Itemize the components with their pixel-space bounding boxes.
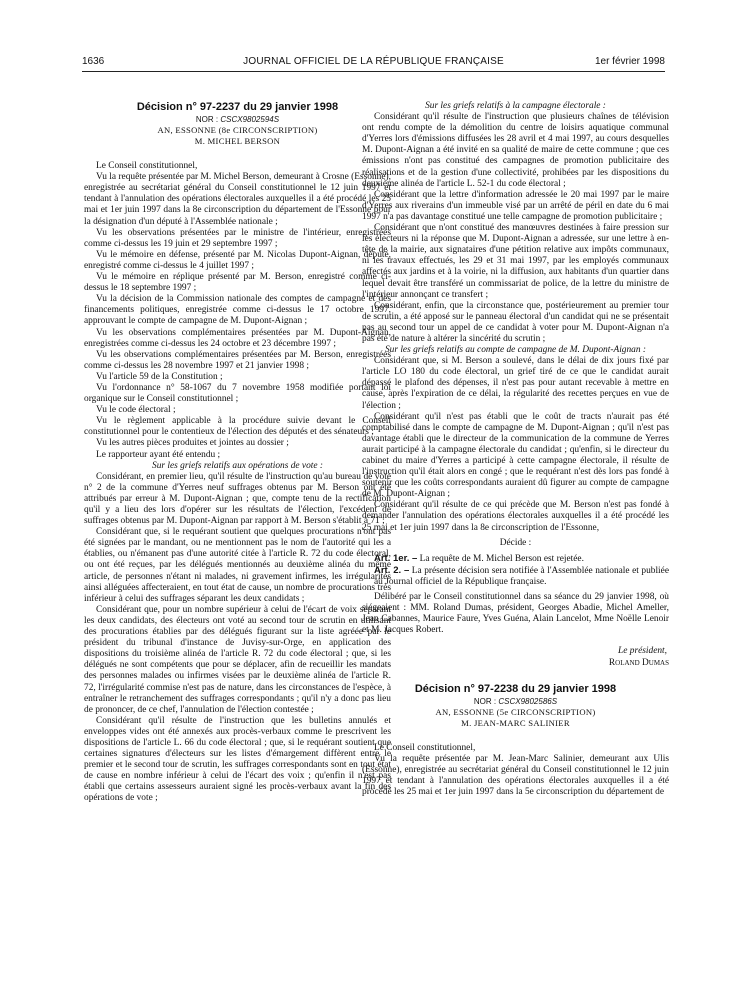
nor-code: CSCX9802594S: [220, 115, 280, 124]
nor-label: NOR :: [195, 115, 221, 124]
issue-date: 1er février 1998: [594, 56, 665, 67]
visas-list: [84, 161, 391, 461]
nor-label-2: NOR :: [473, 696, 499, 706]
paragraph: Considérant que la lettre d'information adressée le 20 mai 1997 par le maire d'Yerres aux riverains d'un immeuble visé par un arrêté de péril en date du 6 mai 1997 n'a pas davantage constitué une telle campagne de promotion publicitaire ;: [362, 189, 669, 222]
nor-reference-2: [362, 696, 669, 707]
left-column: [84, 101, 391, 805]
paragraph: Vu le mémoire en défense, présenté par M. Nicolas Dupont-Aignan, député, enregistré comme ci-dessus le 4 juillet 1997 ;: [84, 249, 391, 271]
article-1-text: La requête de M. Michel Berson est rejetée.: [417, 553, 584, 564]
section-heading-votes: Sur les griefs relatifs aux opérations de vote :: [152, 460, 323, 471]
paragraph: Considérant qu'il résulte de l'instruction que les bulletins annulés et enveloppes vides ont été annexés aux procès-verbaux comme le prescrivent les dispositions de l'article L. 66 du code électoral ; que, si le requérant soutient que certaines signatures d'électeurs sur les listes d'émargement diffèrent entre le premier et le second tour de scrutin, les suffrages correspondants sont en tout état de cause en nombre inférieur à celui de l'écart des voix ; qu'enfin il n'est pas établi que certains assesseurs auraient signé les procès-verbaux avant la fin des opérations de vote ;: [84, 715, 391, 804]
article-1: [362, 553, 669, 565]
page-header: [82, 56, 665, 70]
circonscription-2: AN, ESSONNE (5e CIRCONSCRIPTION): [435, 706, 596, 717]
paragraph: Considérant que, pour un nombre supérieur à celui de l'écart de voix séparant les deux candidats, des électeurs ont voté au second tour de scrutin en utilisant des procurations établies par des délégués figurant sur la liste agréée par le président du tribunal d'instance de Juvisy-sur-Orge, en application des dispositions du troisième alinéa de l'article R. 72 du code électoral ; que, si les délégués ne sont compétents que pour se déplacer, afin de recueillir les mandats des personnes malades ou infirmes visées par le deuxième alinéa de l'article R. 72, l'irrégularité commise n'est pas de nature, dans les circonstances de l'espèce, à entraîner le retranchement des suffrages correspondants ; qu'il n'y a donc pas lieu de prononcer, de ce chef, l'annulation de l'élection contestée ;: [84, 604, 391, 715]
page-number: 1636: [82, 56, 105, 67]
paragraph: Vu la requête présentée par M. Jean-Marc Salinier, demeurant aux Ulis (Essonne), enregistrée au secrétariat général du Conseil constitutionnel le 12 juin 1997 et tendant à l'annulation des opérations électorales auxquelles il a été procédé les 25 mai et 1er juin 1997 dans la 5e circonscription du département de: [362, 753, 669, 798]
paragraph: Considérant que, si M. Berson a soulevé, dans le délai de dix jours fixé par l'article LO 180 du code électoral, un grief tiré de ce que le candidat aurait dépassé le plafond des dépenses, il n'est pas pour autant recevable à mettre en cause, après l'expiration de ce délai, la régularité des recettes perçues en vue de l'élection ;: [362, 356, 669, 411]
paragraph: Vu la requête présentée par M. Michel Berson, demeurant à Crosne (Essonne), enregistrée au secrétariat général du Conseil constitutionnel le 12 juin 1997 et tendant à l'annulation des opérations électorales auxquelles il a été procédé les 25 mai et 1er juin 1997 dans la 8e circonscription du département de l'Essonne pour la désignation d'un député à l'Assemblée nationale ;: [84, 172, 391, 227]
paragraph: Considérant qu'il résulte de l'instruction que plusieurs chaînes de télévision ont rendu compte de la démolition du centre de loisirs aquatique communal d'Yerres lors d'émissions diffusées les 28 avril et 4 mai 1997, au cours desquelles M. Dupont-Aignan a été invité en sa qualité de maire de cette commune ; que ces émissions n'ont pas constitué des campagnes de promotion publicitaire des réalisations et de la gestion d'une collectivité, prohibées par les dispositions du deuxième alinéa de l'article L. 52-1 du code électoral ;: [362, 112, 669, 189]
paragraph: Vu les observations complémentaires présentées par M. Berson, enregistrées comme ci-dessus les 28 novembre 1997 et 21 janvier 1998 ;: [84, 349, 391, 371]
circonscription: AN, ESSONNE (8e CIRCONSCRIPTION): [157, 125, 318, 136]
candidate-name-2: M. JEAN-MARC SALINIER: [461, 717, 570, 728]
article-2-text: La présente décision sera notifiée à l'Assemblée nationale et publiée au Journal officiel de la République française.: [374, 565, 669, 587]
paragraph: Vu l'article 59 de la Constitution ;: [96, 371, 223, 382]
section-heading-compte: Sur les griefs relatifs au compte de campagne de M. Dupont-Aignan :: [384, 345, 647, 356]
paragraph: Considérant, en premier lieu, qu'il résulte de l'instruction qu'au bureau de vote n° 2 de la commune d'Yerres neuf suffrages obtenus par M. Berson ont été attribués par erreur à M. Dupont-Aignan ; que, compte tenu de la rectification qu'il y a lieu des lors d'opérer sur les résultats de l'élection, l'excédent de suffrages obtenus par M. Dupont-Aignan par rapport à M. Berson s'établit à 71 ;: [84, 471, 391, 527]
paragraph: Vu le règlement applicable à la procédure suivie devant le Conseil constitutionnel pour le contentieux de l'élection des députés et des sénateurs ;: [84, 416, 391, 438]
paragraph: Le Conseil constitutionnel,: [374, 742, 476, 753]
journal-title: JOURNAL OFFICIEL DE LA RÉPUBLIQUE FRANÇAISE: [243, 56, 504, 67]
paragraph: Vu les observations présentées par le ministre de l'intérieur, enregistrées comme ci-dessus les 19 juin et 29 septembre 1997 ;: [84, 227, 391, 249]
paragraph: Considérant que, si le requérant soutient que quelques procurations n'ont pas été signées par le mandant, ou ne mentionnent pas le nom de l'autorité qui les a établies, ou n'émanent pas d'une autorité citée à l'article R. 72 du code électoral, ou ont été reçues, par les délégués mentionnés au deuxième alinéa du même article, de personnes n'étant ni malades, ni gravement infirmes, les irrégularités ainsi alléguées affecteraient, en tout état de cause, un nombre de procurations très inférieur à celui des suffrages séparant les deux candidats ;: [84, 527, 391, 604]
paragraph: Vu les observations complémentaires présentées par M. Dupont-Aignan, enregistrées comme ci-dessus les 24 octobre et 23 décembre 1997 ;: [84, 327, 391, 349]
paragraph: Considérant que n'ont constitué des manœuvres destinées à faire pression sur les électeurs ni la réponse que M. Dupont-Aignan a adressée, sur une lettre à en-tête de la mairie, aux signataires d'une pétition relative aux impôts communaux, ni les travaux effectués, les 29 et 31 mai 1997, par les employés communaux affectés aux jardins et à la voirie, ni la diffusion, aux habitants d'un quartier dans lequel devait être transféré un commissariat de police, de la lettre du ministre de l'intérieur annonçant ce transfert ;: [362, 223, 669, 300]
paragraph: Vu le mémoire en réplique présenté par M. Berson, enregistré comme ci-dessus le 18 septembre 1997 ;: [84, 272, 391, 294]
paragraph: Vu l'ordonnance n° 58-1067 du 7 novembre 1958 modifiée portant loi organique sur le Conseil constitutionnel ;: [84, 382, 391, 405]
paragraph: Le rapporteur ayant été entendu ;: [96, 449, 221, 460]
nor-code-2: CSCX9802586S: [498, 696, 558, 706]
nor-reference: [84, 114, 391, 125]
decision-2-text: [362, 743, 669, 798]
considerants-campagne: [362, 112, 669, 345]
paragraph: Vu les autres pièces produites et jointes au dossier ;: [96, 438, 289, 449]
decision-2-title: Décision n° 97-2238 du 29 janvier 1998: [414, 682, 617, 695]
considerants-votes: [84, 472, 391, 805]
paragraph: Vu le code électoral ;: [96, 405, 176, 416]
signature-role: Le président,: [618, 646, 667, 657]
candidate-name: M. MICHEL BERSON: [194, 136, 281, 147]
paragraph: Considérant qu'il résulte de ce qui précède que M. Berson n'est pas fondé à demander l'annulation des opérations électorales auxquelles il a été procédé les 25 mai et 1er juin 1997 dans la 8e circonscription de l'Essonne,: [362, 500, 669, 533]
signature-name: Roland Dumas: [608, 657, 669, 668]
paragraph: Considérant, enfin, que la circonstance que, postérieurement au premier tour de scrutin, a été apposé sur le panneau électoral d'un candidat qui ne se présentait pas au second tour un appel de ce candidat à voter pour M. Dupont-Aignan n'a pas été de nature à altérer la sincérité du scrutin ;: [362, 300, 669, 344]
paragraph: Considérant qu'il n'est pas établi que le coût de tracts n'aurait pas été comptabilisé dans le compte de campagne de M. Dupont-Aignan ; qu'il n'est pas davantage établi que le directeur de la communication de la commune de Yerres aurait participé à la campagne électorale du candidat ; qu'enfin, si le directeur du cabinet du maire d'Yerres a participé à cette campagne électorale, il résulte de l'instruction qu'il était alors en congé ; que le requérant n'est dès lors pas fondé à soutenir que les coûts correspondants auraient dû figurer au compte de campagne de M. Dupont-Aignan ;: [362, 411, 669, 500]
decision-title: Décision n° 97-2237 du 29 janvier 1998: [136, 101, 339, 113]
paragraph: Le Conseil constitutionnel,: [96, 161, 198, 172]
article-2-label: Art. 2. –: [374, 564, 410, 576]
deliberation: Délibéré par le Conseil constitutionnel dans sa séance du 29 janvier 1998, où siégeaient : MM. Roland Dumas, président, Georges Abadie, Michel Ameller, Jean Cabannes, Maurice Faure, Yves Guéna, Alain Lancelot, Mme Noëlle Lenoir et M. Jacques Robert.: [362, 592, 669, 636]
paragraph: Vu la décision de la Commission nationale des comptes de campagne et des financements politiques, enregistrée comme ci-dessus le 17 octobre 1997, approuvant le compte de campagne de M. Dupont-Aignan ;: [84, 294, 391, 327]
article-2: [362, 565, 669, 588]
signature: [362, 646, 669, 668]
header-rule: [82, 71, 665, 72]
article-1-label: Art. 1er. –: [374, 552, 418, 564]
decide-heading: Décide :: [499, 537, 532, 548]
section-heading-campagne: Sur les griefs relatifs à la campagne électorale :: [425, 101, 606, 111]
right-column: [362, 101, 669, 798]
considerants-compte: [362, 356, 669, 534]
